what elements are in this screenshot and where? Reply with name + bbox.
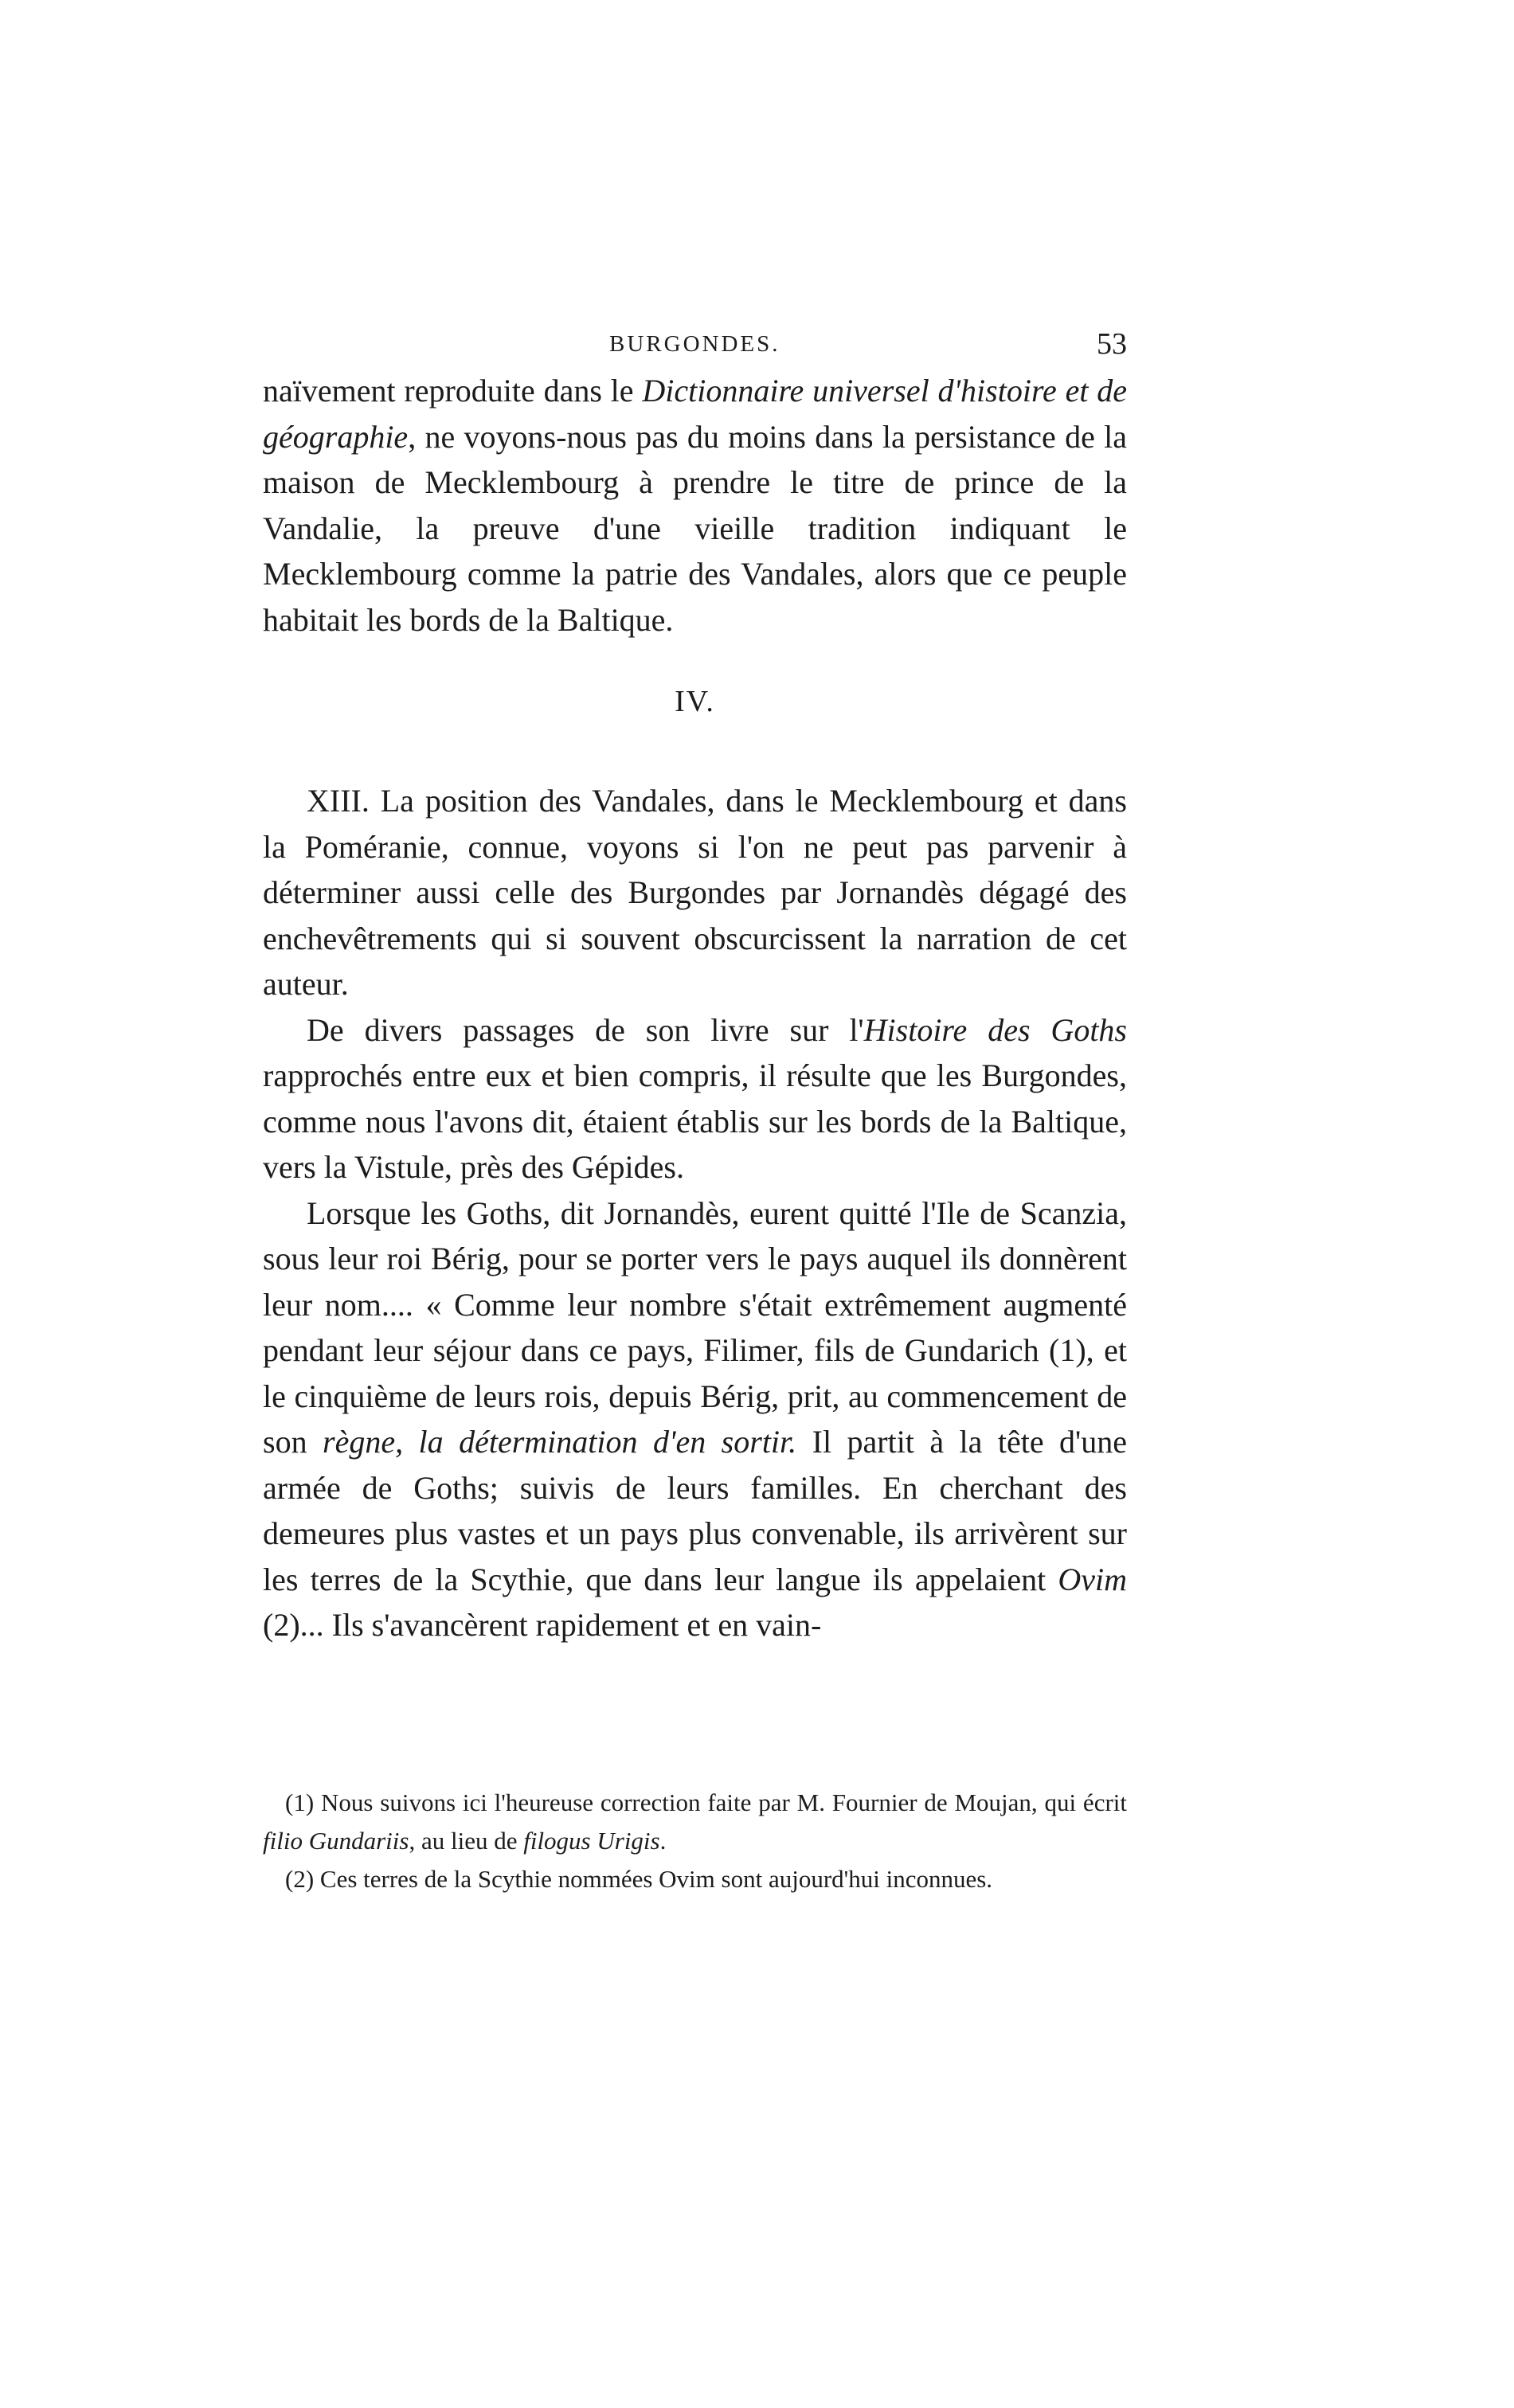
text-run: rapprochés entre eux et bien compris, il résulte que les Burgondes, comme nous l'avons dit, étaient établis sur les bords de la Baltique, vers la Vistule, près des Gépides. (263, 1057, 1127, 1185)
footnote-1 (263, 1784, 1127, 1860)
paragraph-lorsque (263, 1190, 1127, 1648)
running-head (263, 326, 1127, 366)
section-heading: IV. (675, 685, 715, 718)
text-run: , au lieu de (409, 1827, 524, 1855)
footnotes (263, 1784, 1127, 1898)
text-run: De divers passages de son livre sur l' (307, 1011, 864, 1048)
running-title: BURGONDES. (609, 331, 780, 357)
italic-term: Ovim (1058, 1561, 1127, 1597)
italic-title: Histoire des Goths (863, 1011, 1127, 1048)
paragraph-number: XIII. (307, 783, 370, 819)
text-run: Il partit à la tête d'une armée de Goths; suivis de leurs familles. En cherchant des demeures plus vastes et un pays plus convenable, ils arrivèrent sur les terres de la Scythie, que dans leur langue ils appelaient (263, 1424, 1127, 1597)
text-run: (1) Nous suivons ici l'heureuse correction faite par M. Fournier de Moujan, qui écrit (285, 1788, 1127, 1816)
text-run: Lorsque les Goths, dit Jornandès, eurent quitté l'Ile de Scanzia, sous leur roi Bérig, pour se porter vers le pays auquel ils donnèrent leur nom.... « Comme leur nombre s'était extrêmement augmenté pendant leur séjour dans ce pays, Filimer, fils de Gundarich (1), et le cinquième de leurs rois, depuis Bérig, prit, au commencement de son (263, 1194, 1127, 1460)
page-number: 53 (1097, 327, 1127, 361)
text-run: naïvement reproduite dans le (263, 373, 643, 408)
text-run: , ne voyons-nous pas du moins dans la persistance de la maison de Mecklembourg à prendre le titre de prince de la Vandalie, la preuve d'une vieille tradition indiquant le Mecklembourg comme la patrie des Vandales, alors que ce peuple habitait les bords de la Baltique. (263, 418, 1127, 638)
italic-title: Dictionnaire universel d'histoire et de géographie (263, 373, 1127, 455)
italic-latin: filio Gundariis (263, 1827, 409, 1855)
paragraph-xiii (263, 778, 1127, 1007)
main-text (263, 368, 1127, 1648)
paragraph-divers (263, 1007, 1127, 1190)
footnote-2: (2) Ces terres de la Scythie nommées Ovim sont aujourd'hui inconnues. (285, 1865, 993, 1893)
text-run: (2)... Ils s'avancèrent rapidement et en vain- (263, 1607, 822, 1643)
text-run: . (659, 1827, 667, 1855)
italic-quote: règne, la détermination d'en sortir. (323, 1424, 797, 1460)
text-run: La position des Vandales, dans le Mecklembourg et dans la Poméranie, connue, voyons si l'on ne peut pas parvenir à déterminer aussi celle des Burgondes par Jornandès dégagé des enchevêtrements qui si souvent obscurcissent la narration de cet auteur. (263, 783, 1127, 1002)
italic-latin: filogus Urigis (523, 1827, 660, 1855)
paragraph-continued (263, 368, 1127, 643)
